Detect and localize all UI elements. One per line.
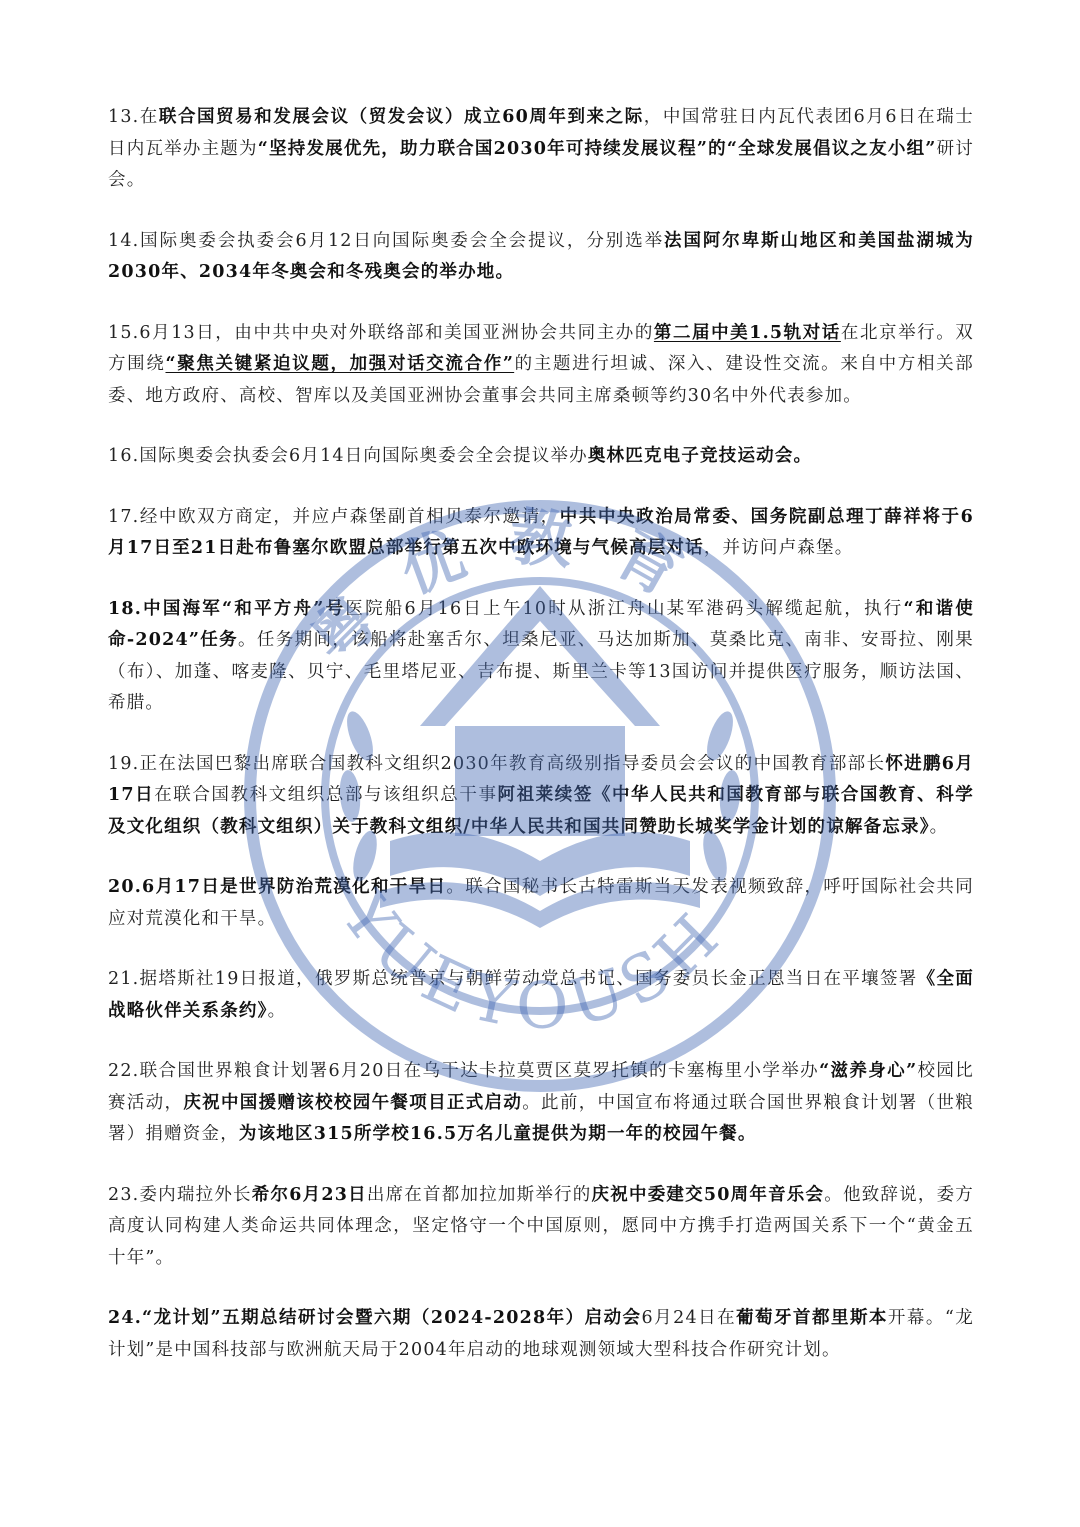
body-text: 的主题进行坦诚、深入、建设性交流。来自中方相关部委、地方政府、高校、智库以及美国亚洲协会董事会共同主席桑顿等约30名中外代表参加。 bbox=[108, 354, 974, 406]
body-text: 校园比赛活动， bbox=[108, 1061, 974, 1113]
document-body bbox=[108, 102, 974, 1395]
news-item bbox=[108, 594, 974, 720]
body-text: 17.经中欧双方商定，并应卢森堡副首相贝泰尔邀请， bbox=[108, 506, 560, 527]
news-item bbox=[108, 749, 974, 844]
body-text: 15.6月13日，由中共中央对外联络部和美国亚洲协会共同主办的 bbox=[108, 322, 654, 343]
seal-top-text: 粤优教育 bbox=[296, 499, 729, 678]
body-text: 出席在首都加拉加斯举行的 bbox=[366, 1184, 592, 1205]
bold-text: 葡萄牙首都里斯本 bbox=[736, 1308, 888, 1328]
body-text: 14.国际奥委会执委会6月12日向国际奥委会全会提议，分别选举 bbox=[108, 230, 665, 251]
bold-text: 怀进鹏6月17日 bbox=[108, 753, 974, 805]
seal-bottom-text: YUEYOUSH bbox=[326, 879, 739, 1045]
body-text: 。此前，中国宣布将通过联合国世界粮食计划署（世粮署）捐赠资金， bbox=[108, 1092, 974, 1144]
news-item bbox=[108, 441, 974, 473]
news-item bbox=[108, 102, 974, 197]
body-text: 13.在 bbox=[108, 107, 159, 127]
body-text: 。任务期间，该船将赴塞舌尔、坦桑尼亚、马达加斯加、莫桑比克、南非、安哥拉、刚果（布）、加蓬、喀麦隆、贝宁、毛里塔尼亚、吉布提、斯里兰卡等13国访问并提供医疗服务，顺访法国、希腊。 bbox=[108, 630, 975, 713]
body-text: 开幕。“龙计划”是中国科技部与欧洲航天局于2004年启动的地球观测领域大型科技合作研究计划。 bbox=[108, 1308, 974, 1360]
news-item bbox=[108, 1303, 974, 1366]
bold-text: 20.6月17日是世界防治荒漠化和干旱日 bbox=[108, 877, 447, 897]
bold-text: 奥林匹克电子竞技运动会。 bbox=[587, 446, 813, 466]
body-text: ，中国常驻日内瓦代表团6月6日在瑞士日内瓦举办主题为 bbox=[108, 107, 974, 159]
bold-text: 阿祖莱续签《中华人民共和国教育部与联合国教育、科学及文化组织（教科文组织）关于教科文组织/中华人民共和国共同赞助长城奖学金计划的谅解备忘录》 bbox=[108, 785, 974, 837]
news-item bbox=[108, 872, 974, 935]
news-item bbox=[108, 1056, 974, 1151]
bold-text: 中共中央政治局常委、国务院副总理丁薛祥将于6月17日至21日赴布鲁塞尔欧盟总部举行第五次中欧环境与气候高层对话 bbox=[108, 506, 974, 558]
news-item bbox=[108, 226, 974, 289]
body-text: 在北京举行。双方围绕 bbox=[108, 322, 974, 374]
body-text: 19.正在法国巴黎出席联合国教科文组织2030年教育高级别指导委员会会议的中国教育部部长 bbox=[108, 753, 886, 774]
news-item bbox=[108, 502, 974, 565]
body-text: 研讨会。 bbox=[108, 138, 974, 190]
underlined-text: “聚焦关键紧迫议题，加强对话交流合作” bbox=[165, 354, 515, 374]
bold-text: 为该地区315所学校16.5万名儿童提供为期一年的校园午餐。 bbox=[238, 1124, 757, 1144]
news-item bbox=[108, 1180, 974, 1275]
bold-text: 法国阿尔卑斯山地区和美国盐湖城为2030年、2034年冬奥会和冬残奥会的举办地。 bbox=[108, 230, 974, 282]
body-text: 。联合国秘书长古特雷斯当天发表视频致辞，呼吁国际社会共同应对荒漠化和干旱。 bbox=[108, 877, 974, 929]
body-text: 。 bbox=[929, 816, 949, 837]
news-item bbox=[108, 964, 974, 1027]
bold-text: 庆祝中委建交50周年音乐会 bbox=[591, 1184, 825, 1205]
body-text: 16.国际奥委会执委会6月14日向国际奥委会全会提议举办 bbox=[108, 446, 588, 466]
body-text: 23.委内瑞拉外长 bbox=[108, 1184, 252, 1205]
bold-text: 庆祝中国援赠该校校园午餐项目正式启动 bbox=[183, 1092, 523, 1113]
bold-text: “滋养身心” bbox=[819, 1061, 918, 1081]
body-text: 医院船6月16日上午10时从浙江舟山某军港码头解缆起航，执行 bbox=[345, 598, 904, 619]
bold-text: 《全面战略伙伴关系条约》 bbox=[108, 969, 974, 1021]
news-item bbox=[108, 318, 974, 413]
bold-text: “坚持发展优先，助力联合国2030年可持续发展议程”的“全球发展倡议之友小组” bbox=[257, 138, 937, 159]
body-text: ，并访问卢森堡。 bbox=[703, 538, 854, 558]
bold-text: 联合国贸易和发展会议（贸发会议）成立60周年到来之际 bbox=[158, 107, 644, 127]
bold-text bbox=[654, 323, 841, 343]
bold-text: 24.“龙计划”五期总结研讨会暨六期（2024-2028年）启动会 bbox=[108, 1308, 642, 1328]
bold-text bbox=[165, 354, 514, 374]
bold-text: “和谐使命-2024”任务 bbox=[108, 598, 974, 650]
body-text: 。他致辞说，委方高度认同构建人类命运共同体理念，坚定恪守一个中国原则，愿同中方携手打造两国关系下一个“黄金五十年”。 bbox=[108, 1184, 975, 1268]
body-text: 在联合国教科文组织总部与该组织总干事 bbox=[154, 785, 498, 805]
body-text: 21.据塔斯社19日报道，俄罗斯总统普京与朝鲜劳动党总书记、国务委员长金正恩当日在平壤签署 bbox=[108, 969, 918, 989]
body-text: 22.联合国世界粮食计划署6月20日在乌干达卡拉莫贾区莫罗托镇的卡塞梅里小学举办 bbox=[108, 1061, 820, 1081]
underlined-text: 第二届中美1.5轨对话 bbox=[653, 322, 841, 343]
body-text: 6月24日在 bbox=[641, 1308, 737, 1328]
body-text: 。 bbox=[267, 1000, 287, 1021]
bold-text: 18.中国海军“和平方舟”号 bbox=[108, 598, 346, 619]
bold-text: 希尔6月23日 bbox=[251, 1184, 367, 1205]
